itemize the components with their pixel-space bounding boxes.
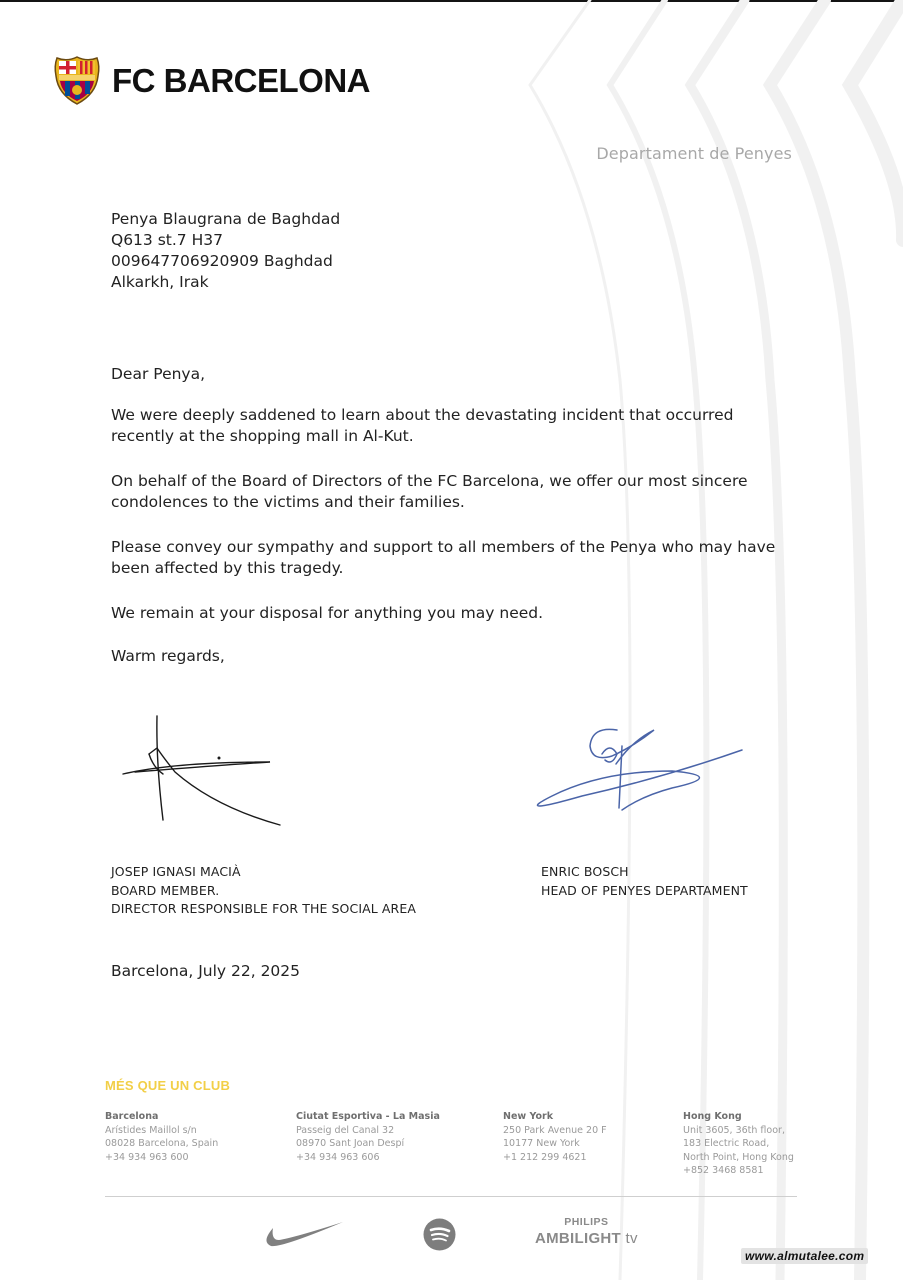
office-new-york — [503, 1110, 607, 1164]
office-line: Unit 3605, 36th floor, — [683, 1124, 785, 1136]
signatory-title: DIRECTOR RESPONSIBLE FOR THE SOCIAL AREA — [111, 901, 416, 916]
club-motto: MÉS QUE UN CLUB — [105, 1078, 231, 1093]
recipient-address — [111, 209, 340, 293]
department-name: Departament de Penyes — [596, 144, 792, 163]
philips-product-name: AMBILIGHT — [535, 1230, 622, 1247]
fcb-crest-icon — [52, 54, 102, 106]
club-name: FC BARCELONA — [112, 61, 370, 99]
office-la-masia — [296, 1110, 440, 1164]
office-line: 183 Electric Road, — [683, 1138, 770, 1149]
philips-product — [535, 1230, 638, 1247]
signature-macia — [115, 712, 295, 832]
closing: Warm regards, — [111, 647, 225, 665]
place-and-date: Barcelona, July 22, 2025 — [111, 962, 301, 980]
signatory-name: ENRIC BOSCH — [541, 864, 629, 879]
address-line: Penya Blaugrana de Baghdad — [111, 210, 341, 228]
philips-ambilight-logo — [535, 1216, 638, 1247]
office-line: +852 3468 8581 — [683, 1165, 764, 1176]
salutation: Dear Penya, — [111, 365, 206, 383]
signatory-title: HEAD OF PENYES DEPARTAMENT — [541, 882, 748, 898]
paragraph: We were deeply saddened to learn about the devastating incident that occurred recently at the shopping mall in Al-Kut. — [111, 406, 734, 445]
club-logo — [52, 54, 370, 106]
office-hong-kong — [683, 1110, 794, 1178]
office-name: Hong Kong — [683, 1111, 742, 1122]
office-line: +34 934 963 606 — [296, 1151, 380, 1163]
office-line: +1 212 299 4621 — [503, 1151, 587, 1163]
office-line: Arístides Maillol s/n — [105, 1124, 197, 1136]
signatory-bosch — [541, 863, 748, 900]
paragraph: Please convey our sympathy and support to all members of the Penya who may have been affected by this tragedy. — [111, 538, 776, 577]
office-name: New York — [503, 1111, 554, 1122]
philips-product-suffix: tv — [625, 1230, 638, 1247]
website-watermark: www.almutalee.com — [741, 1248, 868, 1264]
paragraph: On behalf of the Board of Directors of the FC Barcelona, we offer our most sincere condolences to the victims and their families. — [111, 472, 748, 511]
signatory-macia — [111, 863, 416, 919]
address-line: Q613 st.7 H37 — [111, 231, 223, 249]
signature-bosch — [522, 716, 747, 816]
top-border — [0, 0, 903, 2]
address-line: Alkarkh, Irak — [111, 273, 209, 291]
signatory-title: BOARD MEMBER. — [111, 882, 220, 898]
office-line: +34 934 963 600 — [105, 1151, 189, 1163]
nike-swoosh-icon — [263, 1218, 345, 1248]
paragraph: We remain at your disposal for anything you may need. — [111, 604, 544, 622]
office-barcelona — [105, 1110, 218, 1164]
spotify-icon — [423, 1218, 456, 1251]
office-name: Barcelona — [105, 1111, 159, 1122]
office-line: North Point, Hong Kong — [683, 1151, 794, 1163]
office-line: 250 Park Avenue 20 F — [503, 1124, 607, 1136]
office-line: 08028 Barcelona, Spain — [105, 1138, 219, 1149]
philips-brand: PHILIPS — [564, 1216, 609, 1228]
office-line: 10177 New York — [503, 1138, 580, 1149]
office-line: Passeig del Canal 32 — [296, 1124, 395, 1136]
office-name: Ciutat Esportiva - La Masia — [296, 1111, 440, 1122]
signatory-name: JOSEP IGNASI MACIÀ — [111, 864, 241, 879]
address-line: 009647706920909 Baghdad — [111, 252, 333, 270]
office-line: 08970 Sant Joan Despí — [296, 1138, 405, 1149]
footer-divider — [105, 1196, 797, 1197]
